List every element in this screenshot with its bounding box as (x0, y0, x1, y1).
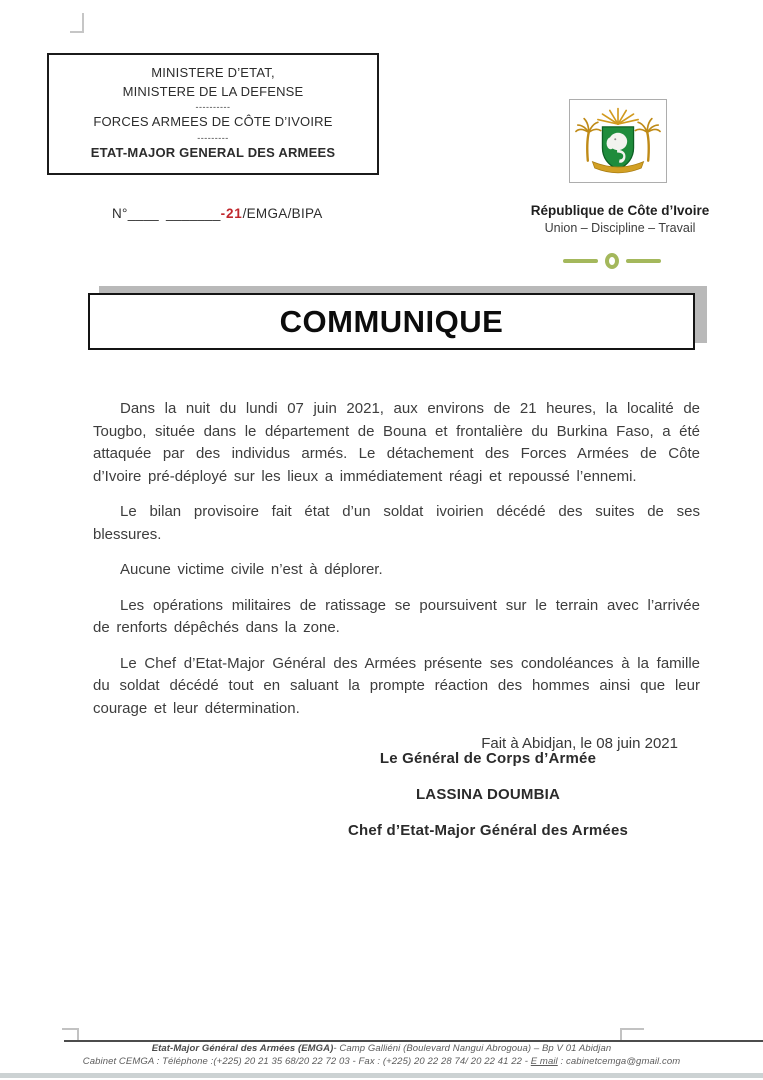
coat-of-arms-box (569, 99, 667, 183)
dash-divider: ---------- (195, 102, 231, 112)
footer-line-1 (0, 1043, 763, 1056)
ornament-bar-left (563, 259, 598, 263)
signature-block (278, 748, 698, 856)
reference-blank-1: ____ (127, 206, 159, 221)
paragraph-4: Les opérations militaires de ratissage se poursuivent sur le terrain avec l’arrivée de renforts dépêchés dans la zone. (93, 596, 700, 636)
ministry-line-1: MINISTERE D’ETAT, (151, 65, 275, 80)
footer-rule (64, 1040, 763, 1042)
communique-title-box (88, 293, 695, 350)
reference-prefix: N° (112, 206, 128, 221)
reference-number (112, 206, 323, 221)
footer-org-name: Etat-Major Général des Armées (EMGA) (151, 1043, 334, 1054)
footer-address: - Camp Galliéni (Boulevard Nangui Abrogoua) – Bp V 01 Abidjan (333, 1043, 612, 1054)
paragraph-3: Aucune victime civile n’est à déplorer. (120, 561, 383, 578)
document-body (93, 398, 700, 769)
reference-blank-2: _______ (165, 206, 221, 221)
ornament-bar-right (626, 259, 661, 263)
ornament-divider-icon (552, 249, 672, 273)
signer-title: Chef d’Etat-Major Général des Armées (347, 822, 629, 839)
paragraph-2: Le bilan provisoire fait état d’un soldat ivoirien décédé des suites de ses blessures. (93, 503, 700, 543)
ornament-ring (605, 253, 619, 269)
dash-divider: --------- (197, 132, 229, 143)
crop-mark-top-left-icon (70, 13, 84, 33)
republic-motto: Union – Discipline – Travail (544, 221, 696, 235)
bottom-scan-bar (0, 1073, 763, 1078)
coat-of-arms-icon (574, 104, 662, 179)
page-title: COMMUNIQUE (279, 303, 504, 339)
footer-email-address: : cabinetcemga@gmail.com (557, 1055, 681, 1067)
ministry-line-2: MINISTERE DE LA DEFENSE (122, 83, 304, 99)
ministry-header-box (47, 53, 379, 175)
dateline: Fait à Abidjan, le 08 juin 2021 (481, 735, 678, 752)
footer-line-2 (0, 1056, 763, 1069)
reference-year: -21 (220, 206, 243, 221)
forces-armees-line: FORCES ARMEES DE CÔTE D’IVOIRE (93, 114, 333, 129)
footer (0, 1043, 763, 1068)
footer-contacts: Cabinet CEMGA : Téléphone :(+225) 20 21 35 68/20 22 72 03 - Fax : (+225) 20 22 28 74/ 20 22 41 22 - (82, 1055, 531, 1067)
paragraph-1: Dans la nuit du lundi 07 juin 2021, aux environs de 21 heures, la localité de Tougbo, située dans le département de Bouna et frontalière du Burkina Faso, a été attaquée par des individus armés. Le détachement des Forces Armées de Côte d’Ivoire pré-déployé sur les lieux a immédiatement réagi et repoussé l’ennemi. (93, 400, 700, 485)
etat-major-line: ETAT-MAJOR GENERAL DES ARMEES (90, 144, 336, 160)
signer-name: LASSINA DOUMBIA (415, 786, 561, 803)
reference-suffix: /EMGA/BIPA (242, 206, 323, 221)
paragraph-5: Le Chef d’Etat-Major Général des Armées présente ses condoléances à la famille du soldat décédé tout en saluant la prompte réaction des hommes ainsi que leur courage et leur détermination. (93, 654, 700, 717)
footer-email-label: E mail (530, 1055, 558, 1067)
republic-name: République de Côte d’Ivoire (530, 203, 710, 218)
signer-rank: Le Général de Corps d’Armée (379, 750, 597, 767)
republic-block (518, 202, 722, 236)
